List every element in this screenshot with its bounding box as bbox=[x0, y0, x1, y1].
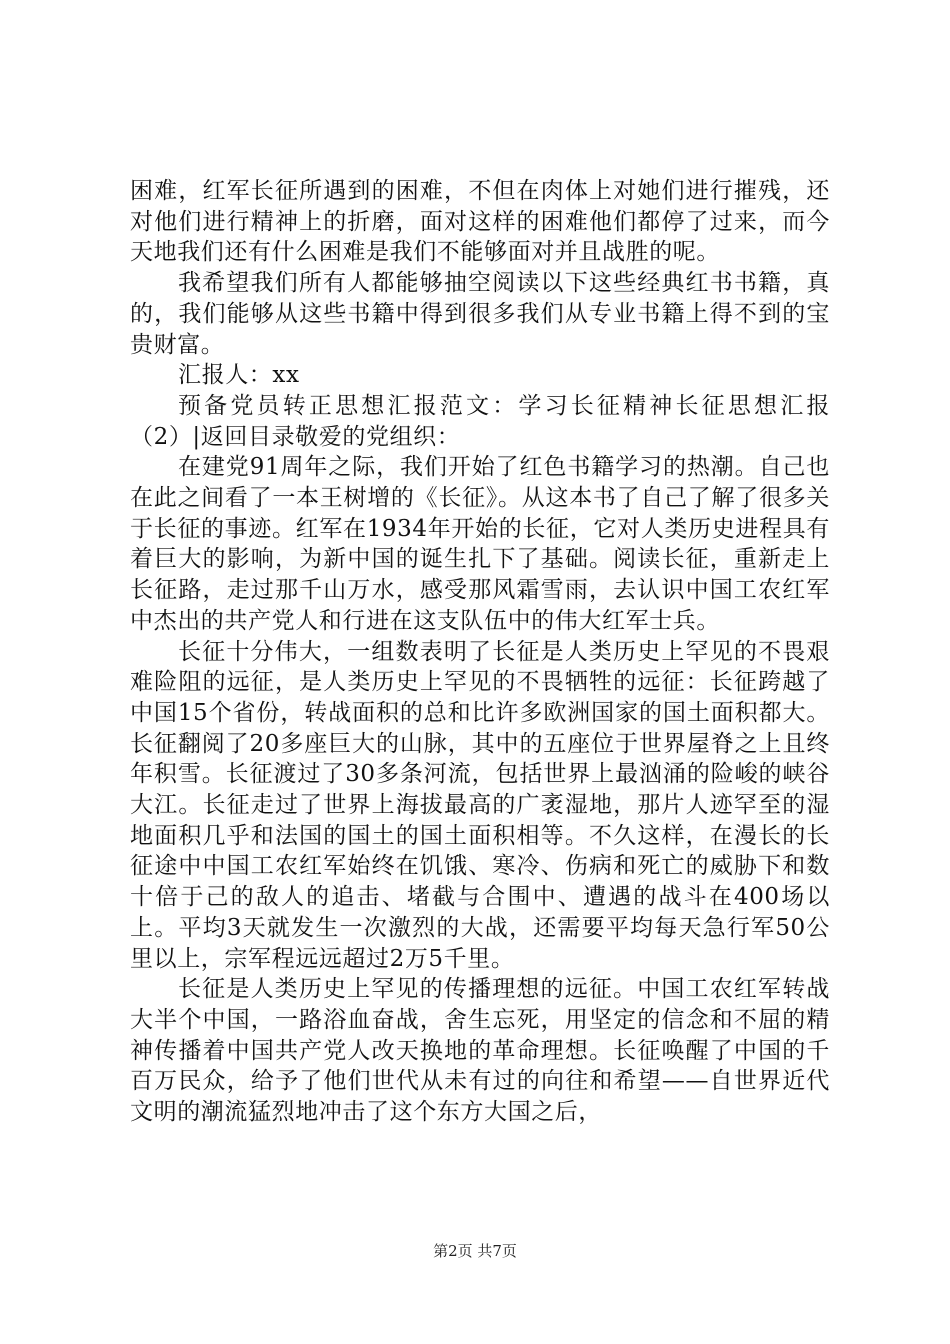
document-body bbox=[130, 176, 830, 1128]
paragraph-ideals: 长征是人类历史上罕见的传播理想的远征。中国工农红军转战大半个中国，一路浴血奋战，舍生忘死，用坚定的信念和不屈的精神传播着中国共产党人改天换地的革命理想。长征唤醒了中国的千百万民众，给予了他们世代从未有过的向往和希望——自世界近代文明的潮流猛烈地冲击了这个东方大国之后， bbox=[130, 976, 830, 1126]
reporter-line: 汇报人：xx bbox=[178, 362, 300, 389]
paragraph-intro: 在建党91周年之际，我们开始了红色书籍学习的热潮。自己也在此之间看了一本王树增的《长征》。从这本书了自己了解了很多关于长征的事迹。红军在1934年开始的长征，它对人类历史进程具有着巨大的影响，为新中国的诞生扎下了基础。阅读长征，重新走上长征路，走过那千山万水，感受那风霜雪雨，去认识中国工农红军中杰出的共产党人和行进在这支队伍中的伟大红军士兵。 bbox=[130, 454, 830, 634]
page-number-footer: 第2页 共7页 bbox=[433, 1242, 517, 1260]
paragraph-recommendation: 我希望我们所有人都能够抽空阅读以下这些经典红书书籍，真的，我们能够从这些书籍中得到很多我们从专业书籍上得不到的宝贵财富。 bbox=[130, 270, 830, 358]
section-heading: 预备党员转正思想汇报范文：学习长征精神长征思想汇报（2）|返回目录敬爱的党组织： bbox=[130, 392, 830, 450]
paragraph-greatness: 长征十分伟大，一组数表明了长征是人类历史上罕见的不畏艰难险阻的远征，是人类历史上罕见的不畏牺牲的远征：长征跨越了中国15个省份，转战面积的总和比许多欧洲国家的国土面积都大。长征翻阅了20多座巨大的山脉，其中的五座位于世界屋脊之上且终年积雪。长征渡过了30多条河流，包括世界上最汹涌的险峻的峡谷大江。长征走过了世界上海拔最高的广袤湿地，那片人迹罕至的湿地面积几乎和法国的国土的国土面积相等。不久这样，在漫长的长征途中中国工农红军始终在饥饿、寒冷、伤病和死亡的威胁下和数十倍于己的敌人的追击、堵截与合围中、遭遇的战斗在400场以上。平均3天就发生一次激烈的大战，还需要平均每天急行军50公里以上，宗军程远远超过2万5千里。 bbox=[130, 638, 830, 972]
paragraph-continuation: 困难，红军长征所遇到的困难，不但在肉体上对她们进行摧残，还对他们进行精神上的折磨，面对这样的困难他们都停了过来，而今天地我们还有什么困难是我们不能够面对并且战胜的呢。 bbox=[130, 178, 830, 266]
